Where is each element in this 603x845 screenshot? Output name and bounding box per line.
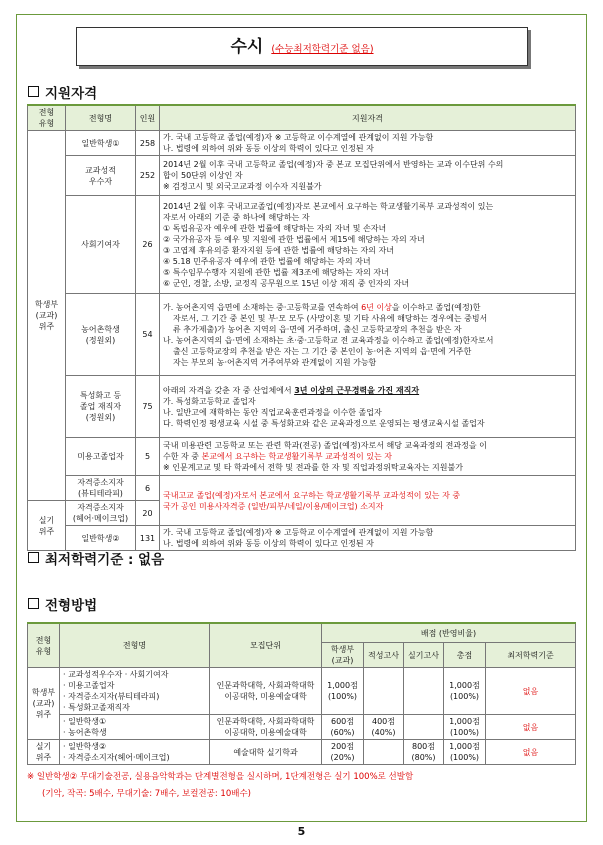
row-qualification-cert	[160, 476, 576, 526]
table-row	[28, 131, 576, 156]
table-header-row	[28, 105, 576, 131]
row-minimum: 없음	[486, 740, 576, 765]
header-score: 배점 (반영비율)	[322, 623, 576, 643]
name-line: · 자격증소지자(헤어·메이크업)	[63, 753, 170, 762]
header-aptitude: 적성고사	[364, 643, 404, 668]
row-qualification	[160, 294, 576, 376]
section-heading: 지원자격	[45, 86, 98, 102]
footnote-line: (기악, 작곡: 5배수, 무대기술: 7배수, 보컬전공: 10배수)	[42, 789, 251, 799]
qual-line: 나. 일반고에 재학하는 동안 직업교육훈련과정을 이수한 졸업자	[163, 407, 382, 417]
table-row	[28, 156, 576, 196]
qual-line: ④ 5.18 민주유공자 예우에 관한 법률에 해당하는 자의 자녀	[163, 256, 371, 266]
row-name: 일반학생①	[66, 131, 136, 156]
qual-line: 나. 농어촌지역의 읍·면에 소재하는 초·중·고등학교 전 교육과정을 이수하고 졸업(예정)한자로서	[163, 335, 494, 345]
row-unit: 인문과학대학, 사회과학대학 이공대학, 미용예술대학	[210, 668, 322, 715]
qual-line: ③ 고엽제 후유의증 환자지원 등에 관한 법률에 해당하는 자의 자녀	[163, 245, 394, 255]
row-qualification	[160, 438, 576, 476]
table-row	[28, 526, 576, 551]
row-score-total: 1,000점 (100%)	[444, 740, 486, 765]
row-score-practical	[404, 715, 444, 740]
qual-line: ※ 검정고시 및 외국고교과정 이수자 지원불가	[163, 182, 322, 191]
row-count: 258	[136, 131, 160, 156]
row-score-record: 1,000점 (100%)	[322, 668, 364, 715]
qual-line: 다. 학력인정 평생교육 시설 중 특성화고와 같은 교육과정으로 운영되는 평생교육시설 졸업자	[163, 418, 485, 428]
row-count: 6	[136, 476, 160, 501]
qual-line: 가. 특성화고등학교 졸업자	[163, 396, 256, 406]
header-count: 인원	[136, 105, 160, 131]
row-minimum: 없음	[486, 668, 576, 715]
row-name: 미용고졸업자	[66, 438, 136, 476]
row-count: 5	[136, 438, 160, 476]
group-practical: 실기 위주	[28, 740, 60, 765]
highlight-text: 본교에서 요구하는 학교생활기록부 교과성적이 있는 자	[201, 452, 393, 461]
page-number: 5	[297, 825, 306, 838]
header-record: 학생부 (교과)	[322, 643, 364, 668]
square-bullet-icon	[28, 598, 39, 609]
page-subtitle: (수능최저학력기준 없음)	[271, 44, 374, 55]
row-count: 54	[136, 294, 160, 376]
section-eligibility	[28, 82, 97, 102]
qual-text: 수한 자 중	[163, 452, 202, 461]
qual-line: ① 독립유공자 예우에 관한 법률에 해당하는 자의 자녀 및 손자녀	[163, 223, 387, 233]
row-count: 26	[136, 196, 160, 294]
header-qualification: 지원자격	[160, 105, 576, 131]
qual-line: 가. 국내 고등학교 졸업(예정)자 ※ 고등학교 이수계열에 관계없이 지원 가능함	[163, 528, 434, 537]
row-name: 자격증소지자 (헤어·메이크업)	[66, 501, 136, 526]
row-qualification	[160, 156, 576, 196]
header-name: 전형명	[66, 105, 136, 131]
qual-line: 류 추가제출)가 농어촌 지역의 읍·면에 거주하며, 출신 고등학교장의 추천을 받은 자	[173, 324, 462, 334]
qual-line: ⑤ 특수임무수행자 지원에 관한 법률 제3조에 해당하는 자의 자녀	[163, 267, 389, 277]
qual-line: 나. 법령에 의하여 위와 동등 이상의 학력이 있다고 인정된 자	[163, 539, 374, 548]
qual-line	[163, 302, 572, 313]
group-practical: 실기 위주	[28, 501, 66, 551]
header-unit: 모집단위	[210, 623, 322, 668]
name-line: · 자격증소지자(뷰티테라피)	[63, 692, 160, 701]
group-student: 학생부 (교과) 위주	[28, 668, 60, 740]
row-score-aptitude	[364, 740, 404, 765]
qual-line: ⑥ 군인, 경찰, 소방, 교정직 공무원으로 15년 이상 재직 중 인자의 자녀	[163, 278, 410, 288]
name-line: · 일반학생②	[63, 742, 107, 751]
eligibility-table	[27, 104, 576, 551]
square-bullet-icon	[28, 552, 39, 563]
square-bullet-icon	[28, 86, 39, 97]
row-score-practical	[404, 668, 444, 715]
section-heading: 전형방법	[45, 598, 98, 614]
row-name: 농어촌학생 (정원외)	[66, 294, 136, 376]
row-names	[60, 715, 210, 740]
qual-line: 합이 50단위 이상인 자	[163, 171, 243, 180]
name-line: · 농어촌학생	[63, 728, 107, 737]
row-name: 교과성적 우수자	[66, 156, 136, 196]
row-name: 자격증소지자 (뷰티테라피)	[66, 476, 136, 501]
row-count: 75	[136, 376, 160, 438]
row-unit: 인문과학대학, 사회과학대학 이공대학, 미용예술대학	[210, 715, 322, 740]
table-row	[28, 196, 576, 294]
section-method	[28, 594, 97, 614]
table-row	[28, 740, 576, 765]
table-header-row	[28, 623, 576, 643]
row-names	[60, 740, 210, 765]
table-row	[28, 294, 576, 376]
header-type: 전형 유형	[28, 623, 60, 668]
row-name: 특성화고 등 졸업 재직자 (정원외)	[66, 376, 136, 438]
row-minimum: 없음	[486, 715, 576, 740]
qual-line: 자로서 아래의 기준 중 하나에 해당하는 자	[163, 212, 310, 222]
table-row	[28, 715, 576, 740]
page-title: 수시	[230, 37, 264, 57]
name-line: · 특성화고졸재직자	[63, 703, 130, 712]
row-score-aptitude: 400점 (40%)	[364, 715, 404, 740]
qual-text: 아래의 자격을 갖춘 자 중 산업체에서	[163, 385, 295, 395]
row-count: 252	[136, 156, 160, 196]
row-score-record: 600점 (60%)	[322, 715, 364, 740]
name-line: · 일반학생①	[63, 717, 107, 726]
qual-line	[163, 451, 572, 462]
qual-line: 출신 고등학교장의 추천을 받은 자는 그 기간 중 본인이 농·어촌 지역의 읍·면에 거주한	[173, 346, 472, 356]
table-row	[28, 476, 576, 501]
table-row	[28, 438, 576, 476]
qual-text: 가. 농어촌지역 읍면에 소재하는 중·고등학교를 연속하여	[163, 302, 362, 312]
qual-line: 나. 법령에 의하여 위와 동등 이상의 학력이 있다고 인정된 자	[163, 144, 374, 153]
table-row	[28, 376, 576, 438]
row-names	[60, 668, 210, 715]
section-heading: 최저학력기준 : 없음	[45, 552, 165, 568]
highlight-text: 6년 이상	[361, 302, 392, 312]
qual-line: 자는 부모의 농·어촌지역 거주여부와 관계없이 지원 가능함	[173, 357, 377, 367]
qual-line: 2014년 2월 이후 국내고교졸업(예정)자로 본교에서 요구하는 학교생활기록부 교과성적이 있는	[163, 201, 494, 211]
title-box	[76, 27, 528, 66]
row-unit: 예술대학 실기학과	[210, 740, 322, 765]
header-practical: 실기고사	[404, 643, 444, 668]
group-student: 학생부 (교과) 위주	[28, 131, 66, 501]
row-qualification	[160, 131, 576, 156]
row-score-total: 1,000점 (100%)	[444, 715, 486, 740]
qual-text: 을 이수하고 졸업(예정)한	[391, 302, 481, 312]
footnote-line: ※ 일반학생② 무대기술전공, 실용음악학과는 단계별전형을 실시하며, 1단계전형은 실기 100%로 선발함	[27, 772, 414, 782]
name-line: · 미용고졸업자	[63, 681, 115, 690]
row-name: 일반학생②	[66, 526, 136, 551]
row-count: 20	[136, 501, 160, 526]
row-score-record: 200점 (20%)	[322, 740, 364, 765]
header-type: 전형 유형	[28, 105, 66, 131]
row-qualification	[160, 526, 576, 551]
qual-line: 가. 국내 고등학교 졸업(예정)자 ※ 고등학교 이수계열에 관계없이 지원 가능함	[163, 133, 434, 142]
name-line: · 교과성적우수자 · 사회기여자	[63, 670, 169, 679]
row-qualification	[160, 196, 576, 294]
row-score-aptitude	[364, 668, 404, 715]
header-total: 총점	[444, 643, 486, 668]
qual-line: ② 국가유공자 등 예우 및 지원에 관한 법률에서 제15에 해당하는 자의 자녀	[163, 234, 425, 244]
row-qualification	[160, 376, 576, 438]
qual-line: 국내 미용관련 고등학교 또는 관련 학과(전공) 졸업(예정)자로서 해당 교육과정의 전과정을 이	[163, 441, 487, 450]
header-minimum: 최저학력기준	[486, 643, 576, 668]
qual-line	[163, 385, 572, 396]
qual-line: 자로서, 그 기간 중 본인 및 부·모 모두 (사망이혼 및 기타 사유에 해당하는 경우에는 중빙서	[173, 313, 488, 323]
highlight-text: 3년 이상의 근무경력을 가진 재직자	[294, 385, 420, 395]
qual-line: 국내고교 졸업(예정)자로서 본교에서 요구하는 학교생활기록부 교과성적이 있는 자 중	[163, 490, 461, 500]
row-score-total: 1,000점 (100%)	[444, 668, 486, 715]
row-count: 131	[136, 526, 160, 551]
qual-line: ※ 인문계고교 및 타 학과에서 전학 및 전과를 한 자 및 직업과정위탁교육자는 지원불가	[163, 463, 463, 472]
section-minimum	[28, 548, 164, 568]
method-table	[27, 622, 576, 765]
row-score-practical: 800점 (80%)	[404, 740, 444, 765]
table-row	[28, 668, 576, 715]
qual-line: 2014년 2월 이후 국내 고등학교 졸업(예정)자 중 본교 모집단위에서 반영하는 교과 이수단위 수의	[163, 160, 504, 169]
header-name: 전형명	[60, 623, 210, 668]
qual-line: 국가 공인 미용사자격증 (일반/피부/네일/이용/메이크업) 소지자	[163, 501, 384, 511]
row-name: 사회기여자	[66, 196, 136, 294]
